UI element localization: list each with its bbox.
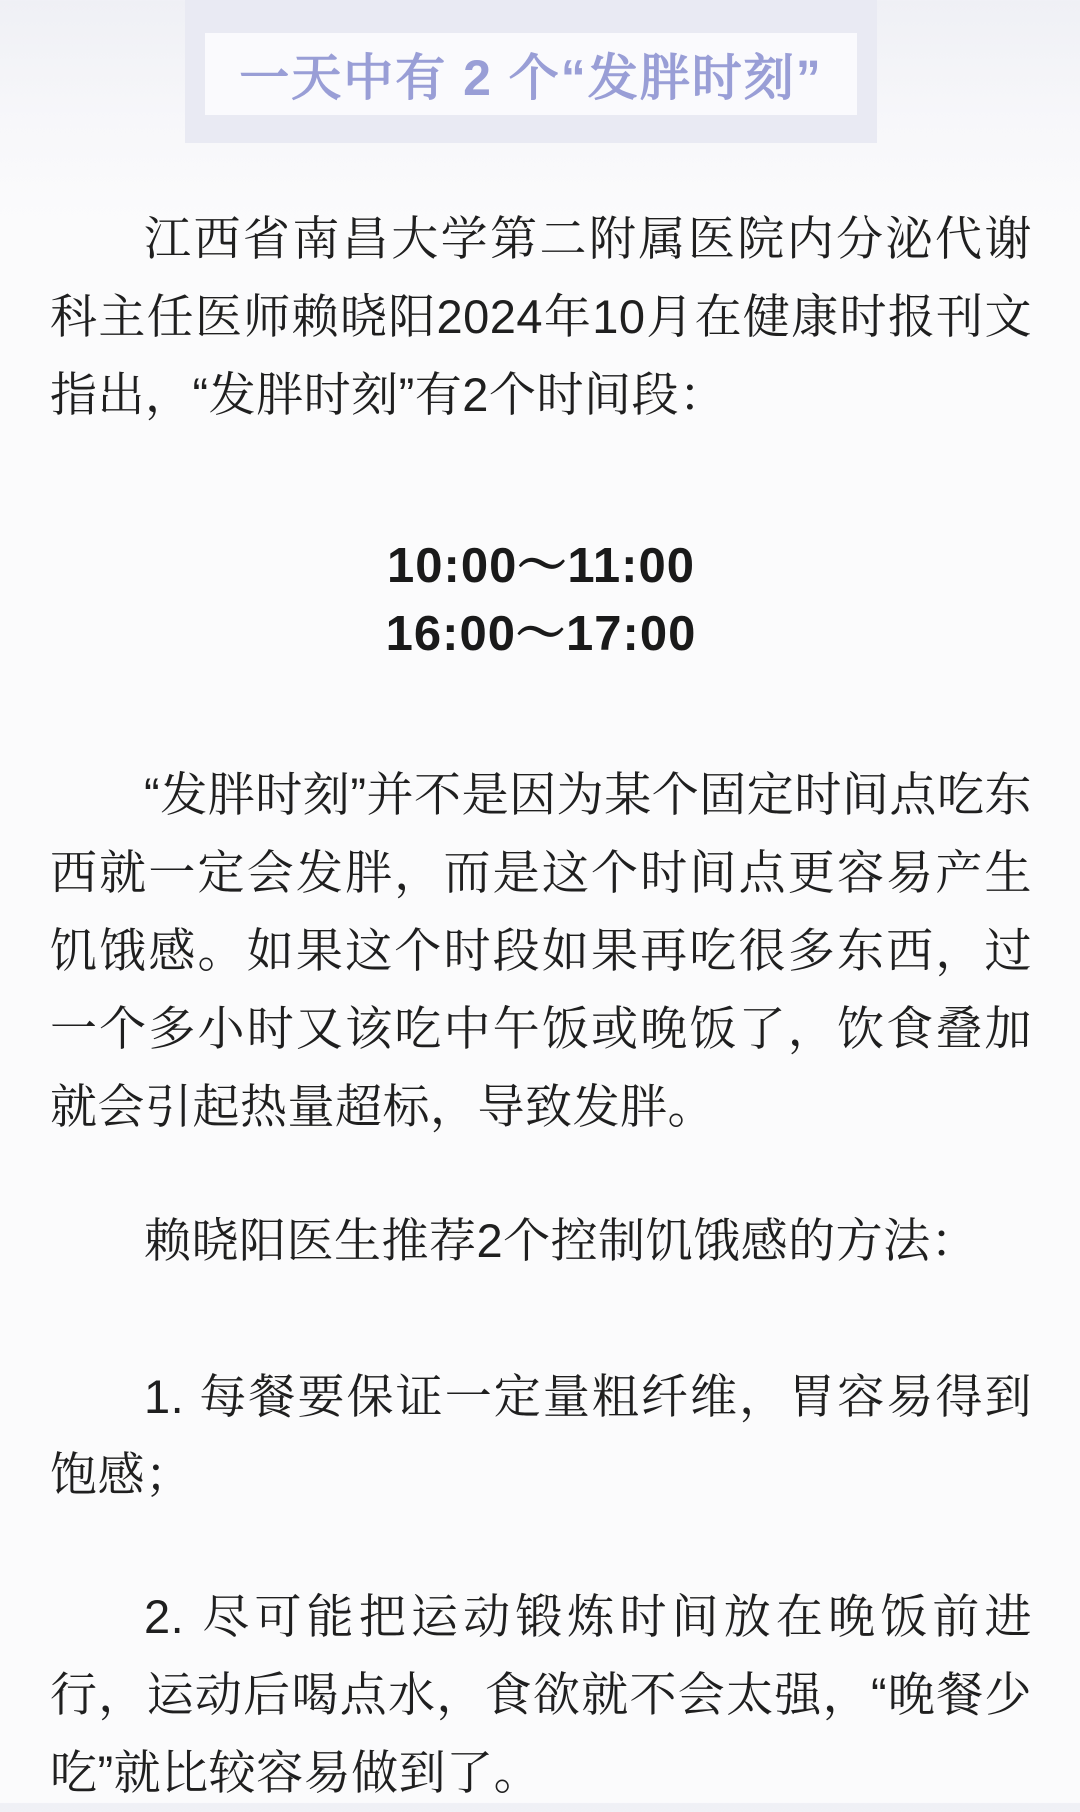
time-range-morning: 10:00～11:00 (387, 539, 695, 593)
page-title: 一天中有 2 个“发胖时刻” (239, 50, 823, 106)
fat-gain-times-block (50, 532, 1032, 668)
title-badge (185, 0, 877, 143)
time-range-afternoon: 16:00～17:00 (385, 607, 697, 661)
list-item-fiber: 1. 每餐要保证一定量粗纤维，胃容易得到饱感； (50, 1370, 1032, 1501)
article-body (50, 200, 1032, 1812)
title-badge-inner (205, 33, 857, 115)
list-item-exercise: 2. 尽可能把运动锻炼时间放在晚饭前进行，运动后喝点水，食欲就不会太强，“晚餐少吃”就比较容易做到了。 (50, 1590, 1032, 1799)
paragraph-source-attribution: 江西省南昌大学第二附属医院内分泌代谢科主任医师赖晓阳2024年10月在健康时报刊文指出，“发胖时刻”有2个时间段： (50, 212, 1032, 421)
paragraph-methods-intro: 赖晓阳医生推荐2个控制饥饿感的方法： (144, 1214, 979, 1267)
paragraph-explanation: “发胖时刻”并不是因为某个固定时间点吃东西就一定会发胖，而是这个时间点更容易产生饥饿感。如果这个时段如果再吃很多东西，过一个多小时又该吃中午饭或晚饭了，饮食叠加就会引起热量超标，导致发胖。 (50, 768, 1032, 1133)
